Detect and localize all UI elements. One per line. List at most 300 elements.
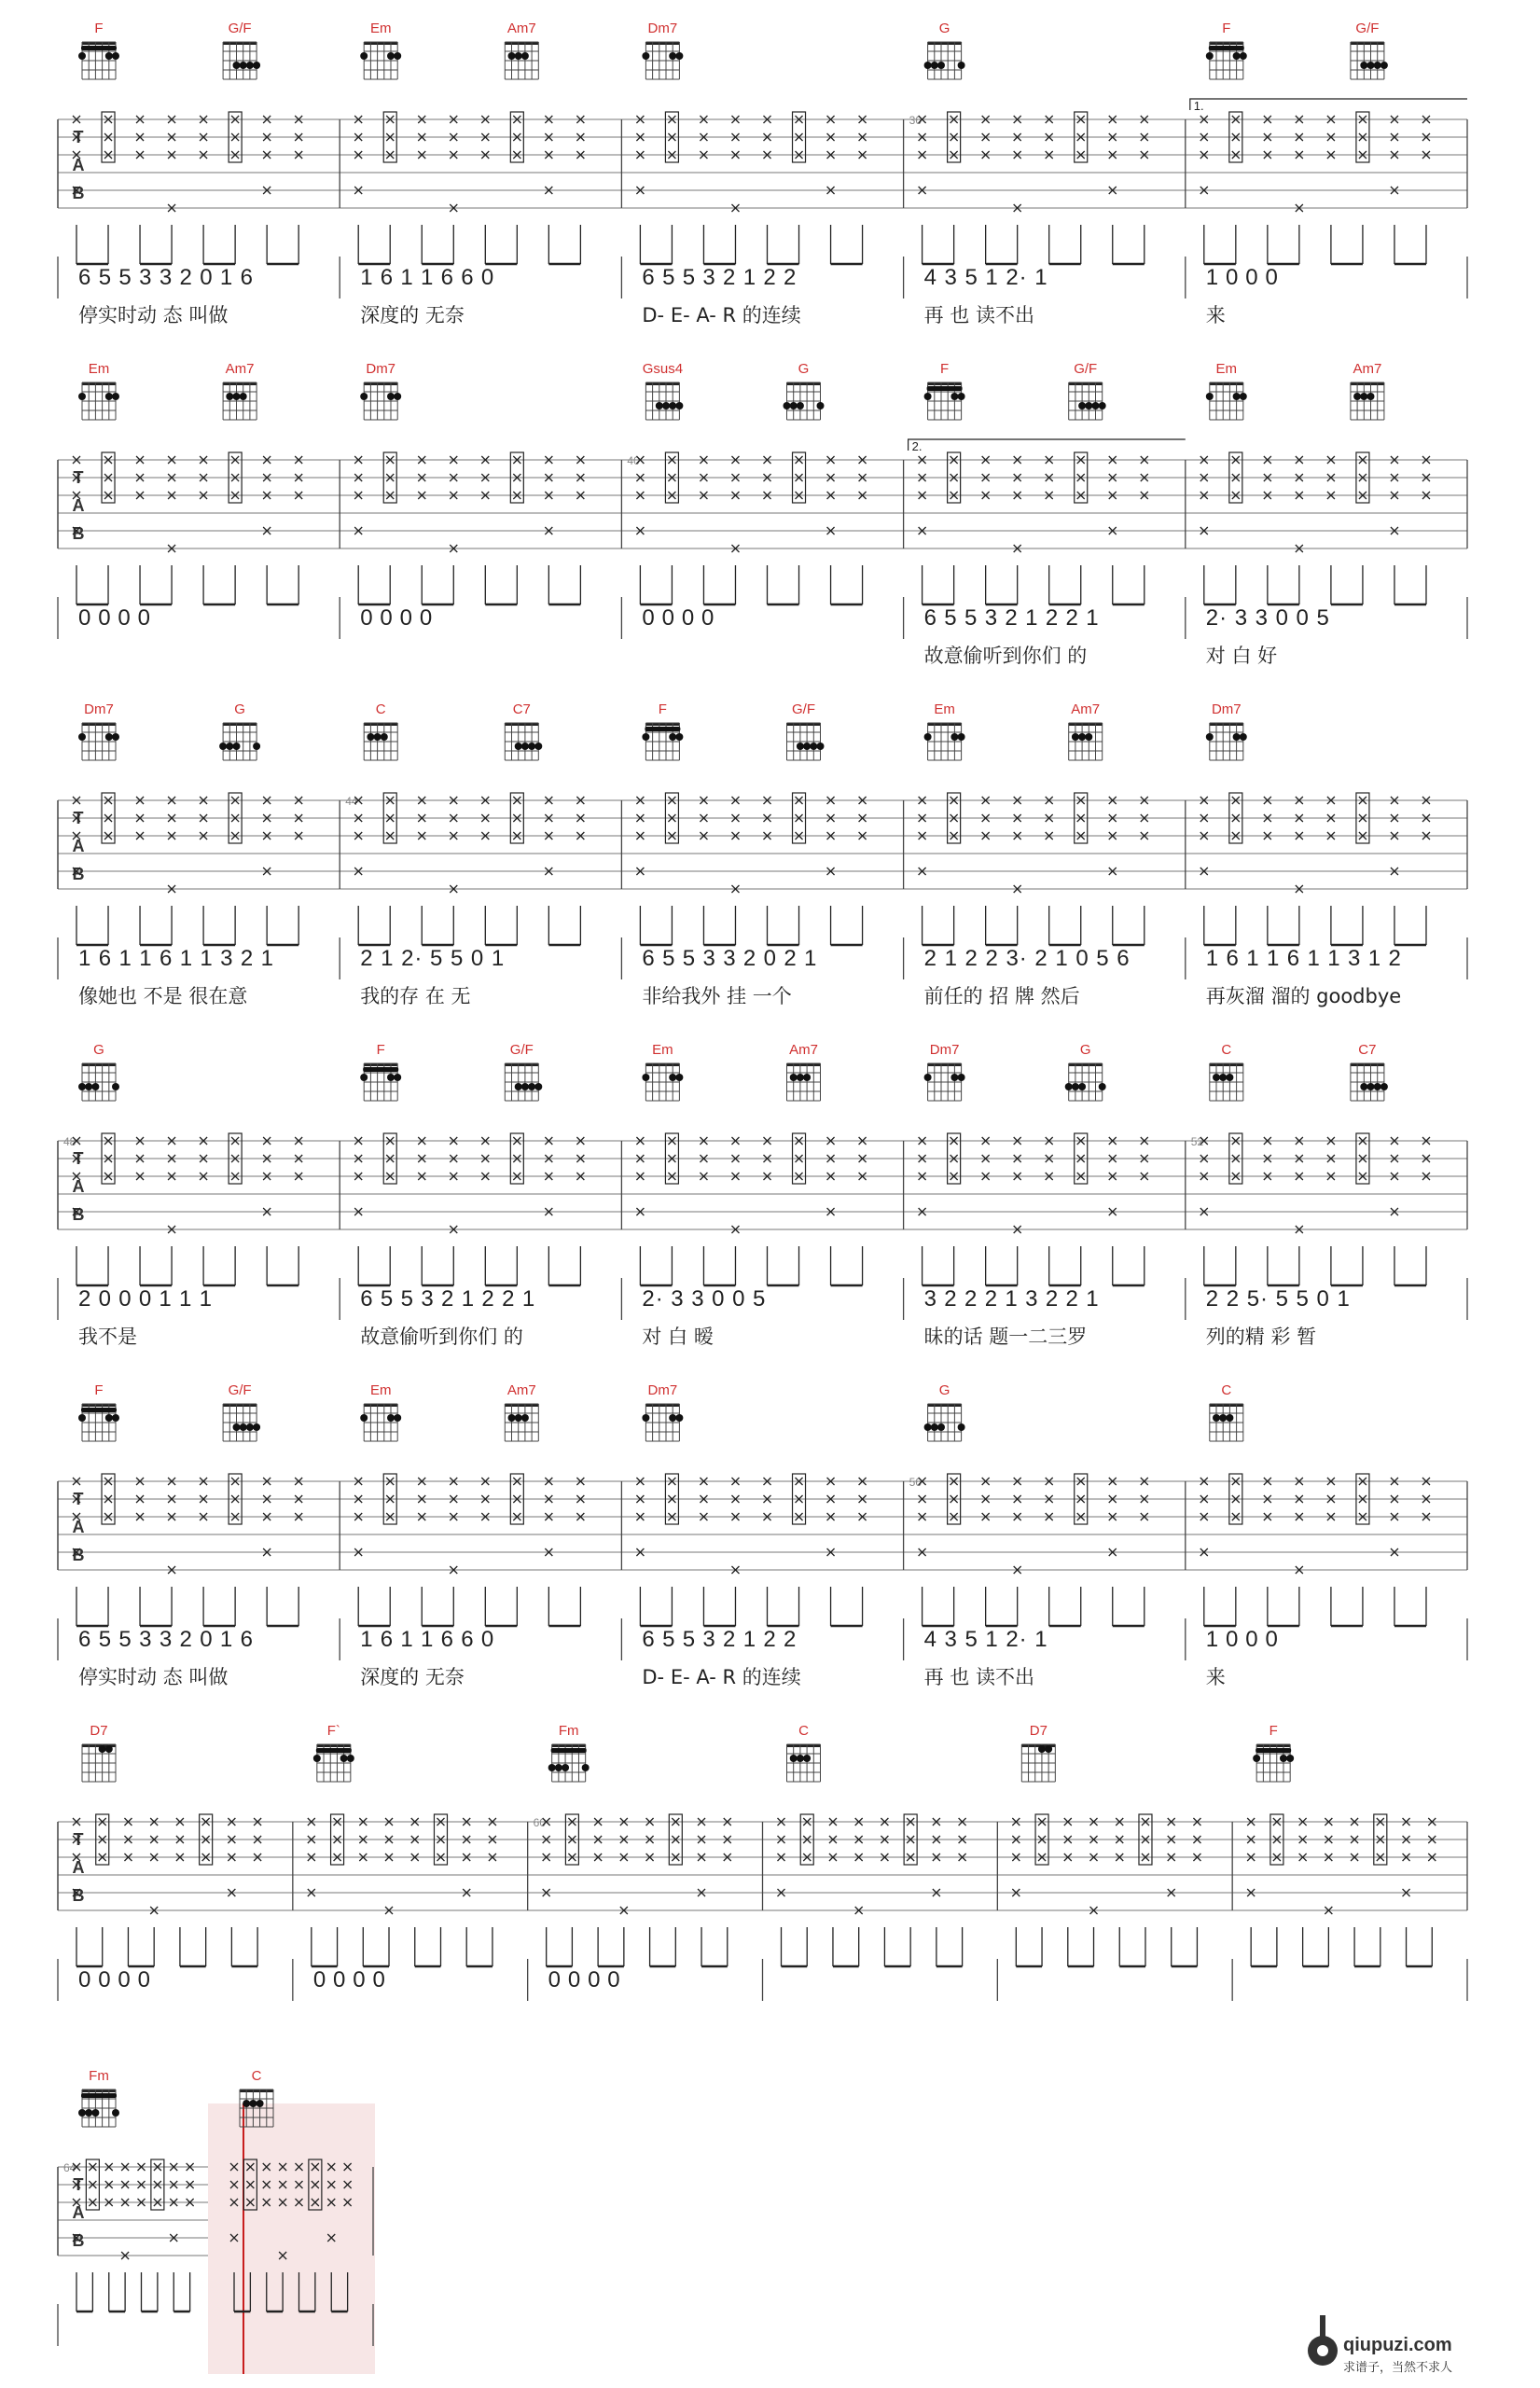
finger-dot	[1233, 393, 1241, 400]
measure	[1200, 361, 1467, 667]
finger-dot	[78, 52, 86, 60]
jianpu-notes: 6 5 5 3 2 1 2 2	[642, 265, 797, 290]
finger-dot	[931, 62, 938, 69]
finger-dot	[555, 1764, 562, 1771]
jianpu-notes: 2 1 2 2 3· 2 1 0 5 6	[923, 946, 1130, 971]
watermark-brand: qiupuzi.com	[1343, 2335, 1452, 2355]
jianpu-notes: 0 0 0 0	[548, 1967, 620, 1992]
finger-dot	[534, 743, 542, 750]
finger-dot	[249, 2100, 257, 2107]
measure	[58, 361, 340, 639]
finger-dot	[528, 1083, 535, 1090]
finger-dot	[233, 393, 241, 400]
lyric-line: 再 也 读不出	[923, 304, 1034, 326]
chord-diagram-Em	[1206, 361, 1247, 420]
chord-name: F	[1269, 1723, 1278, 1739]
measure	[919, 1042, 1186, 1348]
finger-dot	[950, 733, 958, 741]
finger-dot	[233, 1423, 241, 1431]
jianpu-notes: 2· 3 3 0 0 5	[642, 1286, 766, 1312]
tab-clef-letter: T	[73, 1149, 84, 1168]
finger-dot	[85, 1083, 92, 1090]
chord-name: Fm	[558, 1723, 579, 1739]
chord-name: G	[1079, 1042, 1091, 1058]
tab-clef-letter: A	[72, 496, 85, 515]
barre	[645, 727, 680, 731]
chord-diagram-Dm7	[642, 21, 683, 79]
bar-number: 48	[63, 1135, 76, 1148]
tab-clef-letter: B	[72, 1205, 85, 1224]
finger-dot	[797, 402, 804, 410]
lyric-line: 故意偷听到你们 的	[923, 645, 1088, 667]
chord-name: G	[938, 1382, 950, 1398]
chord-name: Am7	[789, 1042, 818, 1058]
finger-dot	[1280, 1755, 1287, 1762]
finger-dot	[562, 1764, 569, 1771]
finger-dot	[1374, 1083, 1381, 1090]
jianpu-notes: 2· 3 3 0 0 5	[1205, 605, 1329, 631]
finger-dot	[387, 52, 395, 60]
measure	[627, 361, 903, 639]
finger-dot	[219, 743, 227, 750]
finger-dot	[817, 402, 825, 410]
finger-dot	[1253, 1755, 1260, 1762]
chord-diagram-Fm	[548, 1723, 590, 1782]
chord-diagram-G	[924, 21, 965, 79]
tab-clef-letter: A	[72, 156, 85, 174]
finger-dot	[78, 1414, 86, 1422]
chord-diagram-C7	[1351, 1042, 1388, 1101]
watermark	[1308, 2315, 1452, 2375]
chord-name: Dm7	[929, 1042, 960, 1058]
chord-name: G/F	[1074, 361, 1098, 377]
measure	[354, 21, 621, 326]
finger-dot	[1240, 52, 1247, 60]
chord-diagram-F	[924, 361, 965, 420]
chord-diagram-Em	[924, 701, 965, 760]
chord-name: Dm7	[1211, 701, 1242, 717]
finger-dot	[797, 1074, 804, 1081]
finger-dot	[112, 733, 119, 741]
finger-dot	[642, 52, 649, 60]
measure	[1190, 21, 1467, 326]
jianpu-notes: 4 3 5 1 2· 1	[923, 1627, 1047, 1652]
tab-clef-letter: B	[72, 524, 85, 543]
tab-clef-letter: B	[72, 1546, 85, 1564]
jianpu-notes: 1 6 1 1 6 1 1 3 1 2	[1205, 946, 1401, 971]
chord-diagram-Em	[360, 21, 401, 79]
finger-dot	[112, 393, 119, 400]
bar-number: 64	[63, 2161, 76, 2174]
finger-dot	[78, 393, 86, 400]
finger-dot	[313, 1755, 321, 1762]
chord-diagram-F	[1206, 21, 1247, 79]
chord-diagram-G	[1065, 1042, 1106, 1101]
finger-dot	[817, 743, 825, 750]
finger-dot	[656, 402, 663, 410]
finger-dot	[105, 733, 113, 741]
jianpu-notes: 2 0 0 0 1 1 1	[78, 1286, 212, 1312]
chord-name: C	[1221, 1382, 1232, 1398]
finger-dot	[675, 52, 683, 60]
chord-name: Am7	[225, 361, 255, 377]
finger-dot	[1367, 62, 1375, 69]
lyric-line: 再灰溜 溜的 goodbye	[1205, 985, 1402, 1007]
chord-diagram-Dm7	[642, 1382, 683, 1441]
measure	[58, 1723, 293, 2001]
finger-dot	[1078, 402, 1086, 410]
chord-name: Em	[369, 1382, 392, 1398]
chord-diagram-Em	[360, 1382, 401, 1441]
finger-dot	[924, 393, 932, 400]
chord-name: C7	[512, 701, 531, 717]
chord-name: Em	[88, 361, 110, 377]
chord-diagram-G	[784, 361, 825, 420]
jianpu-notes: 0 0 0 0	[78, 605, 150, 631]
chord-name: Em	[934, 701, 955, 717]
finger-dot	[1085, 733, 1092, 741]
tab-clef-letter: T	[73, 2175, 84, 2194]
finger-dot	[105, 1414, 113, 1422]
chord-diagram-GF	[1351, 21, 1388, 79]
finger-dot	[669, 733, 676, 741]
lyric-line: 停实时动 态 叫做	[78, 1666, 229, 1688]
chord-diagram-G	[219, 701, 260, 760]
chord-diagram-Em	[78, 361, 119, 420]
finger-dot	[78, 1083, 86, 1090]
finger-dot	[1206, 393, 1214, 400]
finger-dot	[1233, 52, 1241, 60]
chord-diagram-Em	[642, 1042, 683, 1101]
chord-diagram-D7	[82, 1723, 116, 1782]
finger-dot	[246, 62, 254, 69]
finger-dot	[797, 1755, 804, 1762]
chord-name: Dm7	[647, 1382, 678, 1398]
barre	[1256, 1748, 1291, 1753]
finger-dot	[1360, 62, 1367, 69]
finger-dot	[1353, 393, 1361, 400]
finger-dot	[1233, 733, 1241, 741]
chord-diagram-Fm	[78, 2068, 119, 2127]
lyric-line: D- E- A- R 的连续	[642, 1666, 801, 1688]
finger-dot	[257, 2100, 264, 2107]
measure	[58, 701, 340, 1007]
chord-diagram-F	[78, 1382, 119, 1441]
finger-dot	[924, 1074, 932, 1081]
chord-diagram-F	[78, 21, 119, 79]
chord-diagram-G	[78, 1042, 119, 1101]
jianpu-notes: 1 6 1 1 6 6 0	[360, 265, 494, 290]
chord-diagram-GF	[505, 1042, 542, 1101]
finger-dot	[360, 52, 368, 60]
finger-dot	[243, 2100, 250, 2107]
measure	[1200, 1382, 1467, 1688]
finger-dot	[387, 1414, 395, 1422]
barre	[363, 1067, 398, 1072]
measure	[909, 21, 1186, 326]
measure	[909, 361, 1186, 667]
finger-dot	[508, 52, 516, 60]
finger-dot	[105, 52, 113, 60]
jianpu-notes: 1 6 1 1 6 6 0	[360, 1627, 494, 1652]
barre	[551, 1748, 587, 1753]
chord-name: C	[375, 701, 386, 717]
chord-name: G/F	[509, 1042, 534, 1058]
finger-dot	[521, 1083, 529, 1090]
finger-dot	[112, 1414, 119, 1422]
finger-dot	[112, 1083, 119, 1090]
lyric-line: 来	[1205, 304, 1226, 326]
chord-name: Dm7	[647, 21, 678, 36]
finger-dot	[924, 62, 932, 69]
finger-dot	[582, 1764, 590, 1771]
chord-name: D7	[1029, 1723, 1047, 1739]
finger-dot	[1092, 402, 1100, 410]
finger-dot	[790, 402, 798, 410]
measure	[1200, 701, 1467, 1007]
chord-diagram-F	[313, 1723, 354, 1782]
finger-dot	[810, 743, 817, 750]
volta-label: 1.	[1193, 99, 1204, 113]
lyric-line: 对 白 好	[1205, 645, 1278, 667]
finger-dot	[253, 1423, 260, 1431]
chord-diagram-Am7	[1351, 361, 1384, 420]
finger-dot	[1219, 1074, 1227, 1081]
chord-name: G/F	[228, 21, 252, 36]
finger-dot	[675, 1414, 683, 1422]
jianpu-notes: 2 1 2· 5 5 0 1	[360, 946, 505, 971]
finger-dot	[112, 2109, 119, 2117]
chord-diagram-GF	[787, 701, 825, 760]
bar-number: 44	[345, 795, 358, 808]
finger-dot	[669, 1414, 676, 1422]
finger-dot	[528, 743, 535, 750]
chord-name: Am7	[1353, 361, 1382, 377]
lyric-line: 非给我外 挂 一个	[642, 985, 792, 1007]
tab-system-4	[58, 1042, 1467, 1348]
finger-dot	[515, 52, 522, 60]
finger-dot	[387, 393, 395, 400]
measure	[909, 1382, 1186, 1688]
finger-dot	[924, 1423, 932, 1431]
finger-dot	[958, 1423, 965, 1431]
tab-clef-letter: T	[73, 468, 84, 487]
finger-dot	[105, 393, 113, 400]
tab-system-5	[58, 1382, 1467, 1688]
finger-dot	[1099, 402, 1106, 410]
measure	[58, 1042, 340, 1348]
lyric-line: 故意偷听到你们 的	[360, 1326, 523, 1348]
finger-dot	[803, 1074, 811, 1081]
finger-dot	[924, 733, 932, 741]
finger-dot	[1226, 1414, 1233, 1422]
jianpu-notes: 2 2 5· 5 5 0 1	[1205, 1286, 1350, 1312]
finger-dot	[240, 393, 247, 400]
finger-dot	[367, 733, 374, 741]
chord-name: G/F	[228, 1382, 252, 1398]
measure	[636, 21, 903, 326]
chord-name: F	[658, 701, 667, 717]
finger-dot	[515, 1414, 522, 1422]
finger-dot	[669, 402, 676, 410]
jianpu-notes: 0 0 0 0	[360, 605, 433, 631]
chord-name: Dm7	[84, 701, 114, 717]
chord-diagram-GF	[223, 1382, 260, 1441]
chord-diagram-C	[787, 1723, 821, 1782]
chord-diagram-Dm7	[924, 1042, 965, 1101]
jianpu-notes: 0 0 0 0	[312, 1967, 385, 1992]
jianpu-notes: 6 5 5 3 3 2 0 1 6	[78, 265, 253, 290]
tab-clef-letter: A	[72, 837, 85, 855]
finger-dot	[1072, 733, 1079, 741]
finger-dot	[1213, 1074, 1220, 1081]
bar-number: 60	[533, 1816, 547, 1829]
finger-dot	[1078, 733, 1086, 741]
tab-clef-letter: T	[73, 1490, 84, 1508]
finger-dot	[1038, 1745, 1046, 1753]
measure	[354, 1382, 621, 1688]
barre	[927, 386, 963, 391]
chord-name: F	[1222, 21, 1231, 36]
finger-dot	[1360, 1083, 1367, 1090]
lyric-line: 像她也 不是 很在意	[78, 985, 248, 1007]
finger-dot	[521, 52, 529, 60]
chord-name: C	[798, 1723, 809, 1739]
finger-dot	[240, 1423, 247, 1431]
finger-dot	[1072, 1083, 1079, 1090]
finger-dot	[521, 743, 529, 750]
finger-dot	[360, 1414, 368, 1422]
lyric-line: 列的精 彩 暂	[1205, 1326, 1317, 1348]
chord-name: C	[1221, 1042, 1232, 1058]
chord-name: G	[798, 361, 810, 377]
chord-name: F	[376, 1042, 385, 1058]
chord-diagram-GF	[1069, 361, 1106, 420]
barre	[1209, 46, 1244, 50]
finger-dot	[675, 402, 683, 410]
lyric-line: 深度的 无奈	[360, 304, 465, 326]
finger-dot	[958, 393, 965, 400]
chord-diagram-F	[360, 1042, 401, 1101]
finger-dot	[642, 733, 649, 741]
tab-system-3	[58, 701, 1467, 1007]
chord-name: Em	[652, 1042, 673, 1058]
finger-dot	[642, 1074, 649, 1081]
finger-dot	[1367, 393, 1375, 400]
jianpu-notes: 4 3 5 1 2· 1	[923, 265, 1047, 290]
chord-name: F	[94, 21, 104, 36]
lyric-line: 我不是	[78, 1326, 137, 1348]
finger-dot	[950, 393, 958, 400]
finger-dot	[784, 402, 791, 410]
lyric-line: 深度的 无奈	[360, 1666, 465, 1688]
finger-dot	[803, 743, 811, 750]
finger-dot	[931, 1423, 938, 1431]
tab-clef-letter: A	[72, 2203, 85, 2222]
bar-number: 52	[1190, 1135, 1204, 1148]
finger-dot	[374, 733, 382, 741]
volta-label: 2.	[911, 439, 923, 453]
chord-diagram-C	[1210, 1382, 1243, 1441]
chord-name: G	[234, 701, 245, 717]
finger-dot	[99, 1745, 106, 1753]
finger-dot	[790, 1755, 798, 1762]
finger-dot	[521, 1414, 529, 1422]
finger-dot	[226, 393, 233, 400]
measure	[208, 2068, 375, 2374]
finger-dot	[253, 743, 260, 750]
jianpu-notes: 6 5 5 3 2 1 2 2	[642, 1627, 797, 1652]
measure	[919, 701, 1186, 1007]
barre	[316, 1748, 352, 1753]
lyric-line: 再 也 读不出	[923, 1666, 1034, 1688]
lyric-line: D- E- A- R 的连续	[642, 304, 801, 326]
finger-dot	[1085, 402, 1092, 410]
finger-dot	[797, 743, 804, 750]
tab-clef-letter: A	[72, 1518, 85, 1536]
measure	[636, 1382, 903, 1688]
finger-dot	[958, 733, 965, 741]
measure	[58, 1382, 340, 1688]
chord-diagram-Am7	[223, 361, 257, 420]
measure	[58, 21, 340, 326]
measure	[534, 1723, 763, 2001]
finger-dot	[669, 1074, 676, 1081]
finger-dot	[394, 52, 401, 60]
measure	[354, 361, 621, 639]
finger-dot	[347, 1755, 354, 1762]
jianpu-notes: 6 5 5 3 3 2 0 1 6	[78, 1627, 253, 1652]
chord-diagram-G	[924, 1382, 965, 1441]
finger-dot	[508, 1414, 516, 1422]
tab-clef-letter: T	[73, 1830, 84, 1849]
finger-dot	[642, 1414, 649, 1422]
finger-dot	[1213, 1414, 1220, 1422]
chord-name: G/F	[792, 701, 815, 717]
jianpu-notes: 6 5 5 3 2 1 2 2 1	[360, 1286, 535, 1312]
finger-dot	[958, 1074, 965, 1081]
jianpu-notes: 6 5 5 3 2 1 2 2 1	[923, 605, 1099, 631]
finger-dot	[1380, 62, 1388, 69]
finger-dot	[669, 52, 676, 60]
finger-dot	[394, 393, 401, 400]
chord-name: Fm	[89, 2068, 109, 2084]
finger-dot	[240, 62, 247, 69]
tab-system-2	[58, 361, 1467, 667]
finger-dot	[1078, 1083, 1086, 1090]
finger-dot	[381, 733, 388, 741]
chord-diagram-Dm7	[78, 701, 119, 760]
chord-diagram-GF	[223, 21, 260, 79]
finger-dot	[394, 1074, 401, 1081]
chord-diagram-C7	[505, 701, 542, 760]
tab-clef-letter: A	[72, 1858, 85, 1877]
finger-dot	[1374, 62, 1381, 69]
chord-diagram-F	[642, 701, 683, 760]
chord-diagram-Am7	[505, 21, 538, 79]
finger-dot	[246, 1423, 254, 1431]
jianpu-notes: 6 5 5 3 3 2 0 2 1	[642, 946, 817, 971]
chord-name: Am7	[506, 21, 536, 36]
chord-diagram-Am7	[787, 1042, 821, 1101]
finger-dot	[1360, 393, 1367, 400]
tab-clef-letter: B	[72, 1886, 85, 1905]
lyric-line: 来	[1205, 1666, 1226, 1688]
chord-diagram-Am7	[505, 1382, 538, 1441]
finger-dot	[1099, 1083, 1106, 1090]
chord-diagram-Gsus4	[643, 361, 684, 420]
chord-name: C7	[1358, 1042, 1377, 1058]
